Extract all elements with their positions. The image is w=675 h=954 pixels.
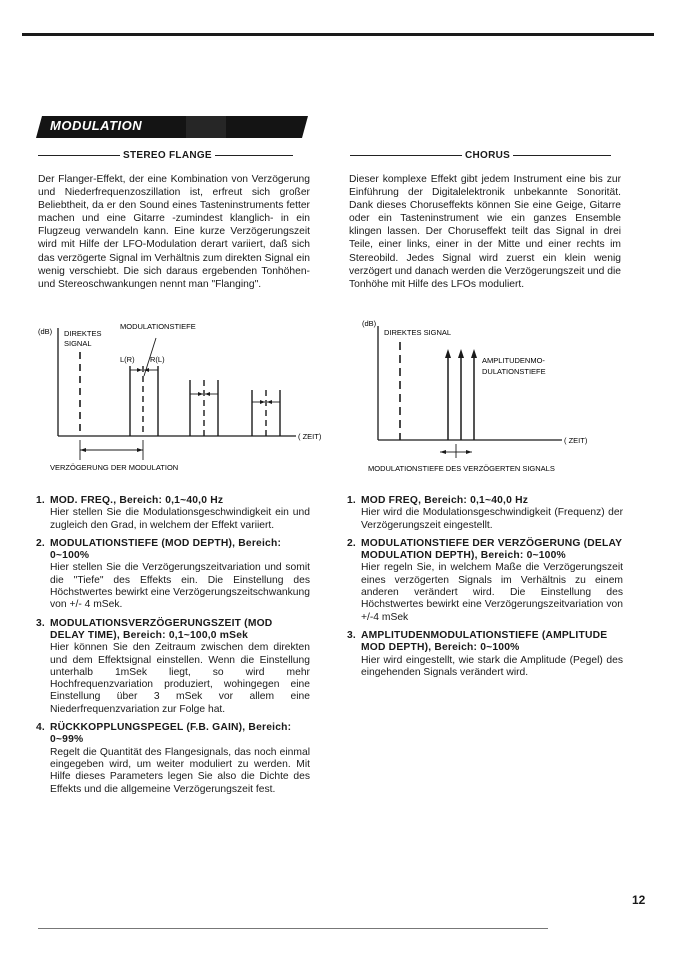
flange-param-item	[36, 618, 310, 716]
item-heading: MOD FREQ, Bereich: 0,1~40,0 Hz	[361, 495, 529, 506]
item-heading: MODULATIONSTIEFE (MOD DEPTH), Bereich: 0~100%	[50, 537, 282, 562]
chorus-heading	[350, 150, 620, 161]
item-heading: RÜCKKOPPLUNGSPEGEL (F.B. GAIN), Bereich: 0~99%	[50, 722, 292, 746]
item-heading: MODULATIONSVERZÖGERUNGSZEIT (MOD DELAY TIME), Bereich: 0,1~100,0 mSek	[50, 617, 273, 641]
flange-param-item	[36, 495, 310, 532]
mod-depth-label: MODULATIONSTIEFE	[120, 322, 196, 331]
flange-param-item	[36, 538, 310, 612]
item-body: Hier stellen Sie die Modulationsgeschwindigkeit ein und zugleich den Grad, in welchem der Effekt variiert.	[50, 507, 310, 531]
item-body: Hier stellen Sie die Verzögerungszeitvariation und somit die "Tiefe" des Effekts ein. Die Einstellung des Höchstwertes bewirkt eine Verzögerungszeitschwankung von +/- 4 mSek.	[50, 562, 310, 611]
item-number: 2.	[347, 537, 356, 549]
db-label: (dB)	[362, 319, 377, 328]
item-number: 2.	[36, 537, 45, 549]
chorus-param-list	[347, 495, 623, 679]
item-number: 4.	[36, 722, 45, 734]
section-banner	[36, 116, 308, 138]
zeit-label: ( ZEIT)	[298, 432, 322, 441]
chorus-caption: MODULATIONSTIEFE DES VERZÖGERTEN SIGNALS	[368, 464, 555, 473]
item-number: 3.	[36, 617, 45, 629]
zeit-label: ( ZEIT)	[564, 436, 588, 445]
top-rule	[22, 33, 654, 36]
chorus-diagram	[362, 316, 632, 478]
direct-label-2: SIGNAL	[64, 339, 92, 348]
db-label: (dB)	[38, 327, 53, 336]
item-body: Regelt die Quantität des Flangesignals, das noch einmal eingegeben wird, um weiter moduliert zu werden. Mit Hilfe dieses Parameters legen Sie also die Dichte des Effekts und die allgemeine Verzögerungszeit fest.	[50, 746, 310, 795]
chorus-intro: Dieser komplexe Effekt gibt jedem Instrument eine bis zur Einführung der Digitalelektronik unbekannte Sonorität. Dank dieses Choruseffekts können Sie eine Geige, Gitarre oder ein Tasteninstrument wie ein ganzes Ensemble klingen lassen. Der Choruseffekt teilt das Signal in drei Teile, einer links, einer in der Mitte und einer rechts im Stereobild. Jedes Signal wird zuerst ein klein wenig verzögert und danach werden die Verzögerungszeit und die Tonhöhe mit Hilfe des LFOs moduliert.	[349, 174, 621, 290]
item-number: 1.	[347, 495, 356, 506]
bottom-rule	[38, 928, 548, 929]
amp-label-1: AMPLITUDENMO-	[482, 356, 545, 365]
amp-label-2: DULATIONSTIEFE	[482, 367, 546, 376]
page-number: 12	[632, 893, 646, 907]
r-label: R(L)	[150, 355, 165, 364]
flange-param-item	[36, 722, 310, 796]
item-body: Hier regeln Sie, in welchem Maße die Verzögerungszeit eines verzögerten Signals im Verhältnis zu einem anderen verändert wird. Die Einstellung des Höchstwertes bewirkt eine Verzögerungszeitvariation von +/-4 mSek	[361, 562, 623, 623]
direct-label: DIREKTES SIGNAL	[384, 328, 452, 337]
item-number: 1.	[36, 495, 45, 506]
l-label: L(R)	[120, 355, 135, 364]
item-body: Hier wird eingestellt, wie stark die Amplitude (Pegel) des eingehenden Signals verändert wird.	[361, 654, 623, 678]
item-heading: AMPLITUDENMODULATIONSTIEFE (AMPLITUDE MOD DEPTH), Bereich: 0~100%	[361, 629, 608, 654]
flange-param-list	[36, 495, 310, 796]
chorus-param-item	[347, 538, 623, 624]
item-body: Hier können Sie den Zeitraum zwischen dem direkten und dem Effektsignal einstellen. Wenn die Einstellung unterhalb 1mSek liegt, so wird mehr Hochfrequenzvariation produziert, wohingegen eine Einstellung über 3 mSek vor allem eine Niederfrequenzvariation zur Folge hat.	[50, 642, 310, 715]
direct-label-1: DIREKTES	[64, 329, 102, 338]
item-heading: MOD. FREQ., Bereich: 0,1~40,0 Hz	[50, 495, 224, 506]
chorus-param-item	[347, 495, 623, 532]
flange-diagram	[38, 318, 338, 478]
item-body: Hier wird die Modulationsgeschwindigkeit (Frequenz) der Verzögerungszeit eingestellt.	[361, 507, 623, 531]
flange-intro: Der Flanger-Effekt, der eine Kombination von Verzögerung und Niederfrequenzoszillation ist, erfreut sich großer Beliebtheit, da er den Sound eines Tasteninstruments fetter machen und eine Gitarre -zumindest klanglich- in ein Flugzeug verwandeln kann. Eine kurze Verzögerungszeit wird mit Hilfe der LFO-Modulation derart variiert, daß sich das verzögerte Signal im Verhältnis zum direkten Signal ein wenig verschiebt. Die sich daraus ergebenden Tonhöhen- und Stereoschwankungen nennt man "Flanging".	[38, 174, 310, 290]
heading-text: STEREO FLANGE	[123, 150, 212, 161]
section-title: MODULATION	[50, 118, 143, 133]
heading-text: CHORUS	[465, 150, 511, 161]
item-heading: MODULATIONSTIEFE DER VERZÖGERUNG (DELAY MODULATION DEPTH), Bereich: 0~100%	[361, 537, 623, 562]
flange-caption: VERZÖGERUNG DER MODULATION	[50, 463, 179, 472]
stereo-flange-heading	[38, 150, 308, 161]
item-number: 3.	[347, 629, 356, 641]
chorus-param-item	[347, 630, 623, 679]
